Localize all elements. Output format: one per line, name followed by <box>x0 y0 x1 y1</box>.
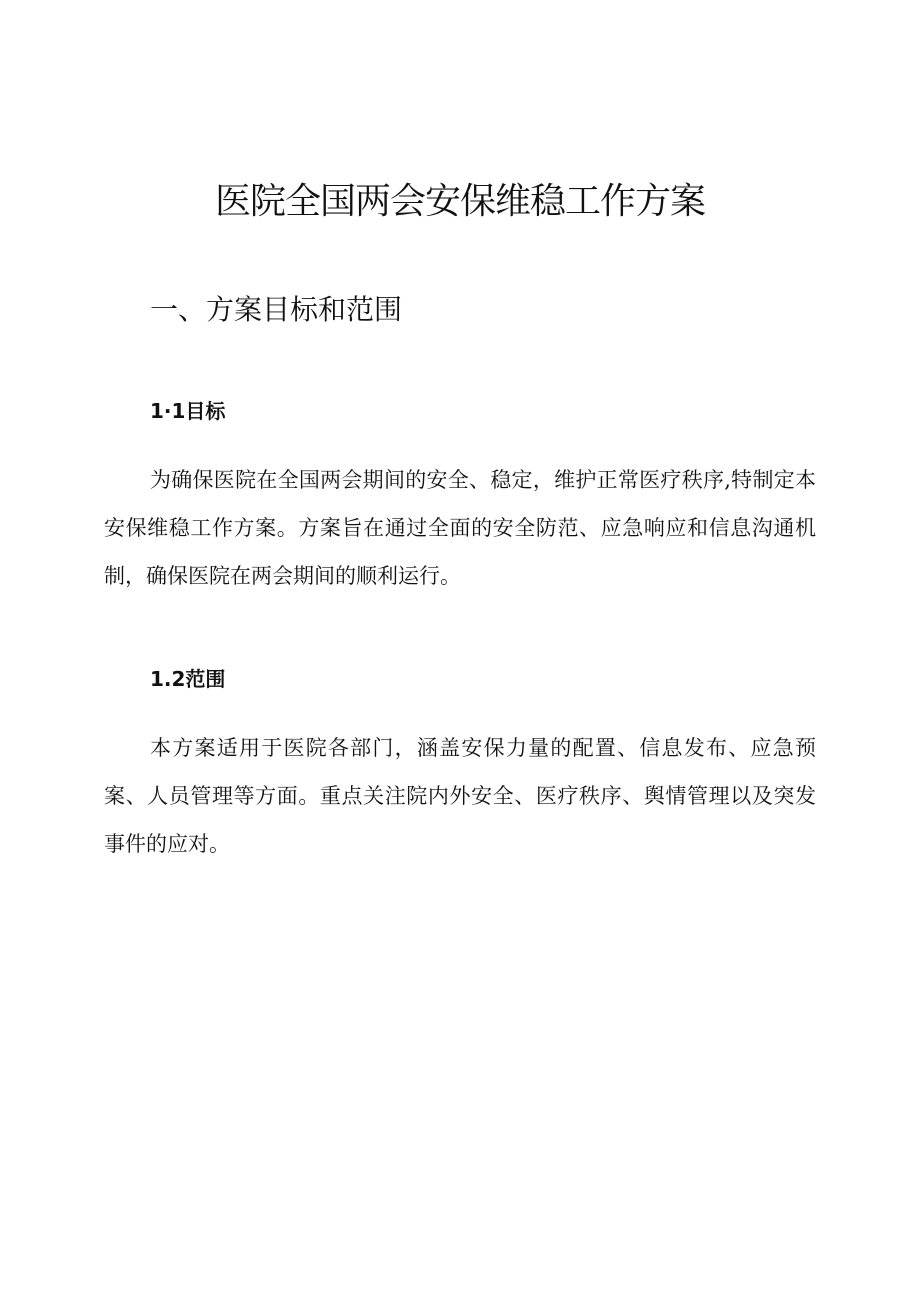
section-heading-goals-scope: 一、方案目标和范围 <box>150 293 403 326</box>
paragraph-goal: 为确保医院在全国两会期间的安全、稳定，维护正常医疗秩序,特制定本安保维稳工作方案。方案旨在通过全面的安全防范、应急响应和信息沟通机制，确保医院在两会期间的顺利运行。 <box>104 468 816 588</box>
paragraph-scope: 本方案适用于医院各部门，涵盖安保力量的配置、信息发布、应急预案、人员管理等方面。重点关注院内外安全、医疗秩序、舆情管理以及突发事件的应对。 <box>104 736 816 856</box>
subsection-heading-goal: 1·1目标 <box>150 399 226 423</box>
document-title: 医院全国两会安保维稳工作方案 <box>214 181 705 222</box>
subsection-heading-scope: 1.2范围 <box>150 667 226 691</box>
